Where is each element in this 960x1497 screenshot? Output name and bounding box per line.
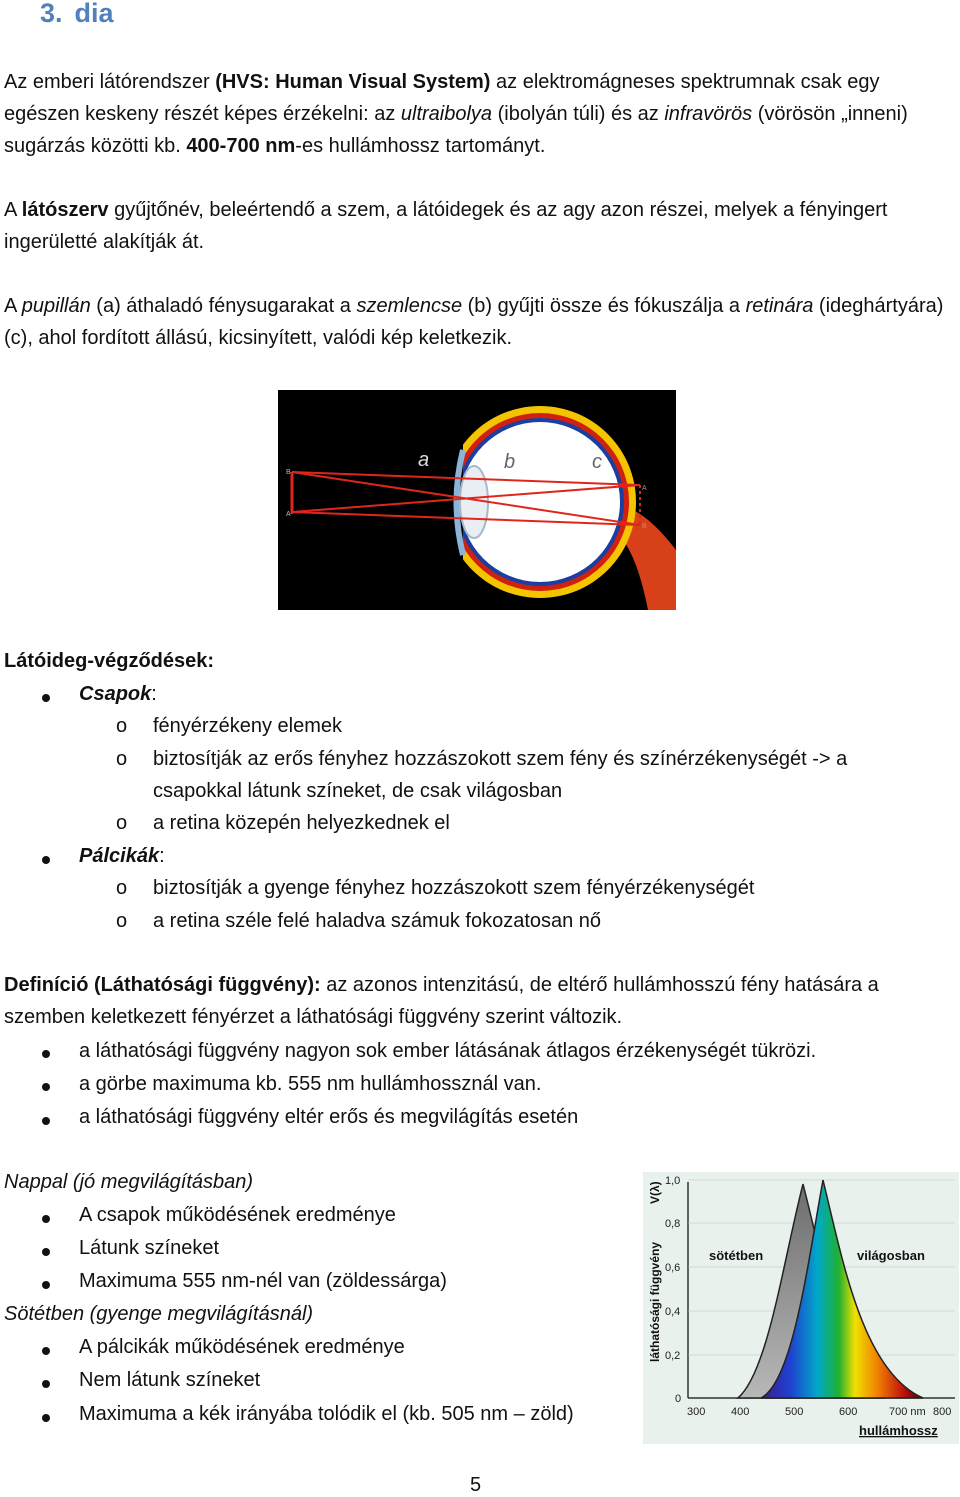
y-tick: 1,0 <box>665 1175 681 1187</box>
bullet <box>42 1050 50 1058</box>
day-item: Látunk színeket <box>79 1237 220 1259</box>
pupil-text: A <box>4 295 22 317</box>
label-A-object: A <box>286 511 291 518</box>
bullet <box>42 1215 50 1223</box>
x-tick: 400 <box>731 1406 750 1418</box>
intro-text: -es hullámhossz tartományt. <box>295 135 546 157</box>
intro-paragraph <box>4 66 954 162</box>
eye-illustration <box>278 390 676 610</box>
x-tick: 300 <box>687 1406 706 1418</box>
pupil-text: (a) áthaladó fénysugarakat a <box>90 295 357 317</box>
definition-item: a láthatósági függvény nagyon sok ember látásának átlagos érzékenységét tükrözi. <box>79 1040 817 1062</box>
csapok-item: a retina közepén helyezkednek el <box>153 812 450 834</box>
intro-ultraviolet: ultraibolya <box>400 103 493 125</box>
pupil-text: (b) gyűjti össze és fókuszálja a <box>462 295 746 317</box>
definition-term: Definíció (Láthatósági függvény): <box>4 974 321 996</box>
intro-infrared: infravörös <box>664 103 753 125</box>
nerve-title-text: Látóideg-végződések: <box>4 650 215 672</box>
pupil-paragraph <box>4 290 954 354</box>
csapok-item: biztosítják az erős fényhez hozzászokott szem fény és színérzékenységét -> a csapokkal látunk színeket, de csak világosban <box>153 748 848 802</box>
intro-range: 400-700 nm <box>186 135 296 157</box>
night-item: Nem látunk színeket <box>79 1369 261 1391</box>
intro-text: (vörösön „inneni) sugárzás közötti kb. <box>4 103 908 157</box>
intro-text: (ibolyán túli) és az <box>492 103 665 125</box>
label-dark: sötétben <box>709 1248 764 1263</box>
page-number: 5 <box>470 1474 482 1496</box>
day-title-text: Nappal (jó megvilágításban) <box>4 1171 254 1193</box>
bullet <box>42 1248 50 1256</box>
colon: : <box>151 683 157 705</box>
y-tick: 0,6 <box>665 1262 681 1274</box>
lato-term: látószerv <box>21 199 109 221</box>
sub-bullet: o <box>116 877 128 899</box>
lato-text: A <box>4 199 22 221</box>
intro-hvs: (HVS: Human Visual System) <box>215 71 491 93</box>
night-title-text: Sötétben (gyenge megvilágításnál) <box>4 1303 314 1325</box>
page-heading <box>40 0 114 29</box>
night-item: Maximuma a kék irányába tolódik el (kb. 505 nm – zöld) <box>79 1403 574 1425</box>
palcikak-item: biztosítják a gyenge fényhez hozzászokott szem fényérzékenységét <box>153 877 755 899</box>
bullet <box>42 1281 50 1289</box>
y-axis-label: láthatósági függvény <box>648 1241 662 1362</box>
label-light: világosban <box>857 1248 925 1263</box>
colon: : <box>159 845 165 867</box>
x-axis-label: hullámhossz <box>859 1423 938 1438</box>
intro-text: az elektromágneses spektrumnak csak egy egészen keskeny részét képes érzékelni: az <box>4 71 880 125</box>
csapok-label <box>79 678 157 710</box>
lato-text: gyűjtőnév, beleértendő a szem, a látóidegek és az agy azon részei, melyek a fényingert ingerületté alakítják át. <box>4 199 888 253</box>
label-b: b <box>504 451 516 473</box>
x-tick: 700 nm <box>889 1406 926 1418</box>
definition-paragraph <box>4 969 954 1033</box>
sub-bullet: o <box>116 748 128 770</box>
visibility-graph <box>643 1172 959 1444</box>
lens-term: szemlencse <box>356 295 463 317</box>
retina-term: retinára <box>745 295 814 317</box>
label-a: a <box>418 449 430 471</box>
y-tick: 0 <box>675 1393 682 1405</box>
label-B-image: B <box>642 523 647 530</box>
bullet-palcikak <box>42 856 50 864</box>
visibility-graph-svg <box>643 1172 959 1444</box>
sub-bullet: o <box>116 812 128 834</box>
palcikak-term: Pálcikák <box>79 845 160 867</box>
definition-item: a görbe maximuma kb. 555 nm hullámhossznál van. <box>79 1073 542 1095</box>
x-tick: 800 <box>933 1406 952 1418</box>
label-c: c <box>592 451 602 473</box>
sub-bullet: o <box>116 715 128 737</box>
y-tick: 0,2 <box>665 1350 681 1362</box>
heading-title: dia <box>74 0 114 28</box>
bullet <box>42 1380 50 1388</box>
eye-diagram <box>278 390 676 610</box>
x-tick: 500 <box>785 1406 804 1418</box>
label-A-image: A <box>642 485 647 492</box>
bullet-csapok <box>42 694 50 702</box>
pupil-text: (ideghártyára) (c), ahol fordított állású, kicsinyített, valódi kép keletkezik. <box>4 295 944 349</box>
day-item: Maximuma 555 nm-nél van (zöldessárga) <box>79 1270 447 1292</box>
palcikak-label <box>79 840 165 872</box>
label-B-object: B <box>286 469 291 476</box>
y-tick: 0,4 <box>665 1306 681 1318</box>
y-tick: 0,8 <box>665 1218 681 1230</box>
bullet <box>42 1414 50 1422</box>
y-axis-variable: V(λ) <box>648 1181 662 1204</box>
day-item: A csapok működésének eredménye <box>79 1204 396 1226</box>
definition-item: a láthatósági függvény eltér erős és megvilágítás esetén <box>79 1106 579 1128</box>
csapok-item: fényérzékeny elemek <box>153 715 342 737</box>
csapok-term: Csapok <box>79 683 152 705</box>
definition-text: az azonos intenzitású, de eltérő hullámhosszú fény hatására a szemben keletkezett fényérzet a láthatósági függvény szerint változik. <box>4 974 879 1028</box>
night-item: A pálcikák működésének eredménye <box>79 1336 405 1358</box>
pupil-term: pupillán <box>21 295 91 317</box>
sub-bullet: o <box>116 910 128 932</box>
nerve-title <box>4 645 954 677</box>
x-tick: 600 <box>839 1406 858 1418</box>
bullet <box>42 1083 50 1091</box>
intro-text: Az emberi látórendszer <box>4 71 216 93</box>
heading-number: 3. <box>40 0 63 28</box>
bullet <box>42 1347 50 1355</box>
latoszerv-paragraph <box>4 194 954 258</box>
bullet <box>42 1117 50 1125</box>
palcikak-item: a retina széle felé haladva számuk fokozatosan nő <box>153 910 602 932</box>
